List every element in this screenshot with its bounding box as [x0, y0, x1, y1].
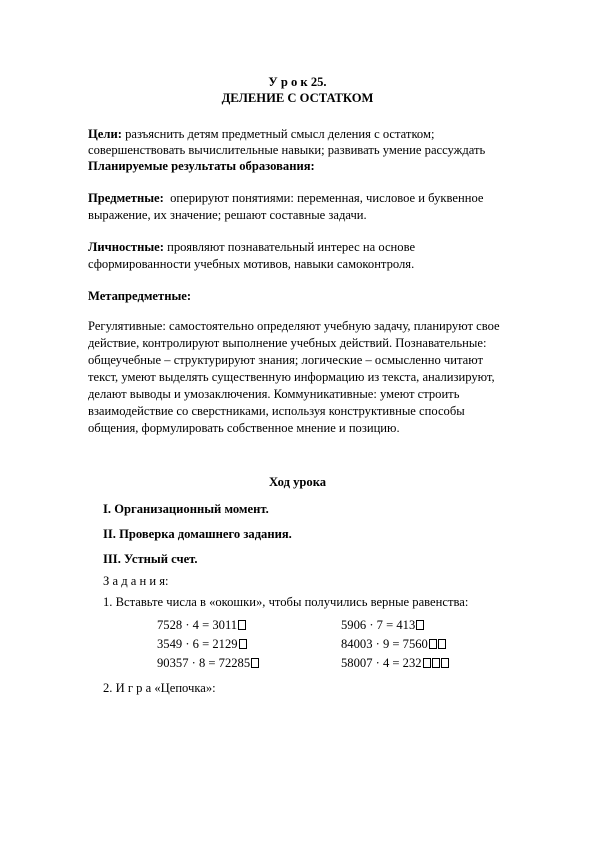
step-organizational: I. Организационный момент.: [103, 502, 269, 516]
answer-box: [238, 620, 246, 630]
answer-box: [432, 658, 440, 668]
tasks-label: З а д а н и я:: [103, 574, 169, 588]
equation: 58007 · 4 = 232: [341, 655, 449, 671]
task-2-text: 2. И г р а «Цепочка»:: [103, 681, 216, 695]
answer-box: [438, 639, 446, 649]
goals-line-2: совершенствовать вычислительные навыки; развивать умение рассуждать: [88, 143, 486, 157]
subject-label: Предметные:: [88, 191, 164, 205]
answer-box: [441, 658, 449, 668]
lesson-flow-heading: Ход урока: [268, 475, 327, 489]
subject-line-2: выражение, их значение; решают составные задачи.: [88, 208, 367, 222]
personal-line-1: Личностные: проявляют познавательный интерес на основе: [88, 240, 416, 254]
answer-box: [251, 658, 259, 668]
equation: 3549 · 6 = 2129: [157, 636, 247, 652]
meta-line: общения, формулировать собственное мнение и позицию.: [88, 421, 400, 435]
lesson-number: У р о к 25.: [268, 75, 327, 89]
meta-line: действие, контролируют выполнение учебных действий. Познавательные:: [88, 336, 487, 350]
meta-heading: Метапредметные:: [88, 289, 192, 303]
meta-line: делают выводы и умозаключения. Коммуникативные: умеют строить: [88, 387, 460, 401]
meta-line: взаимодействие со сверстниками, используя конструктивные способы: [88, 404, 465, 418]
step-mental-count: III. Устный счет.: [103, 552, 198, 566]
equation: 5906 · 7 = 413: [341, 617, 424, 633]
answer-box: [429, 639, 437, 649]
lesson-topic: ДЕЛЕНИЕ С ОСТАТКОМ: [221, 91, 374, 105]
planned-results-heading: Планируемые результаты образования:: [88, 159, 315, 173]
meta-line: текст, умеют выделять существенную информацию из текста, анализируют,: [88, 370, 495, 384]
personal-label: Личностные:: [88, 240, 164, 254]
answer-box: [239, 639, 247, 649]
step-homework-check: II. Проверка домашнего задания.: [103, 527, 292, 541]
goals-label: Цели:: [88, 127, 122, 141]
subject-line-1: Предметные: оперируют понятиями: переменная, числовое и буквенное: [88, 191, 484, 205]
personal-line-2: сформированности учебных мотивов, навыки самоконтроля.: [88, 257, 415, 271]
meta-line: Регулятивные: самостоятельно определяют учебную задачу, планируют свое: [88, 319, 500, 333]
equation: 84003 · 9 = 7560: [341, 636, 446, 652]
equation: 90357 · 8 = 72285: [157, 655, 259, 671]
task-1-text: 1. Вставьте числа в «окошки», чтобы получились верные равенства:: [103, 595, 469, 609]
equation: 7528 · 4 = 3011: [157, 617, 246, 633]
answer-box: [423, 658, 431, 668]
meta-line: общеучебные – структурируют знания; логические – осмысленно читают: [88, 353, 483, 367]
answer-box: [416, 620, 424, 630]
goals-line-1: Цели: разъяснить детям предметный смысл деления с остатком;: [88, 127, 435, 141]
